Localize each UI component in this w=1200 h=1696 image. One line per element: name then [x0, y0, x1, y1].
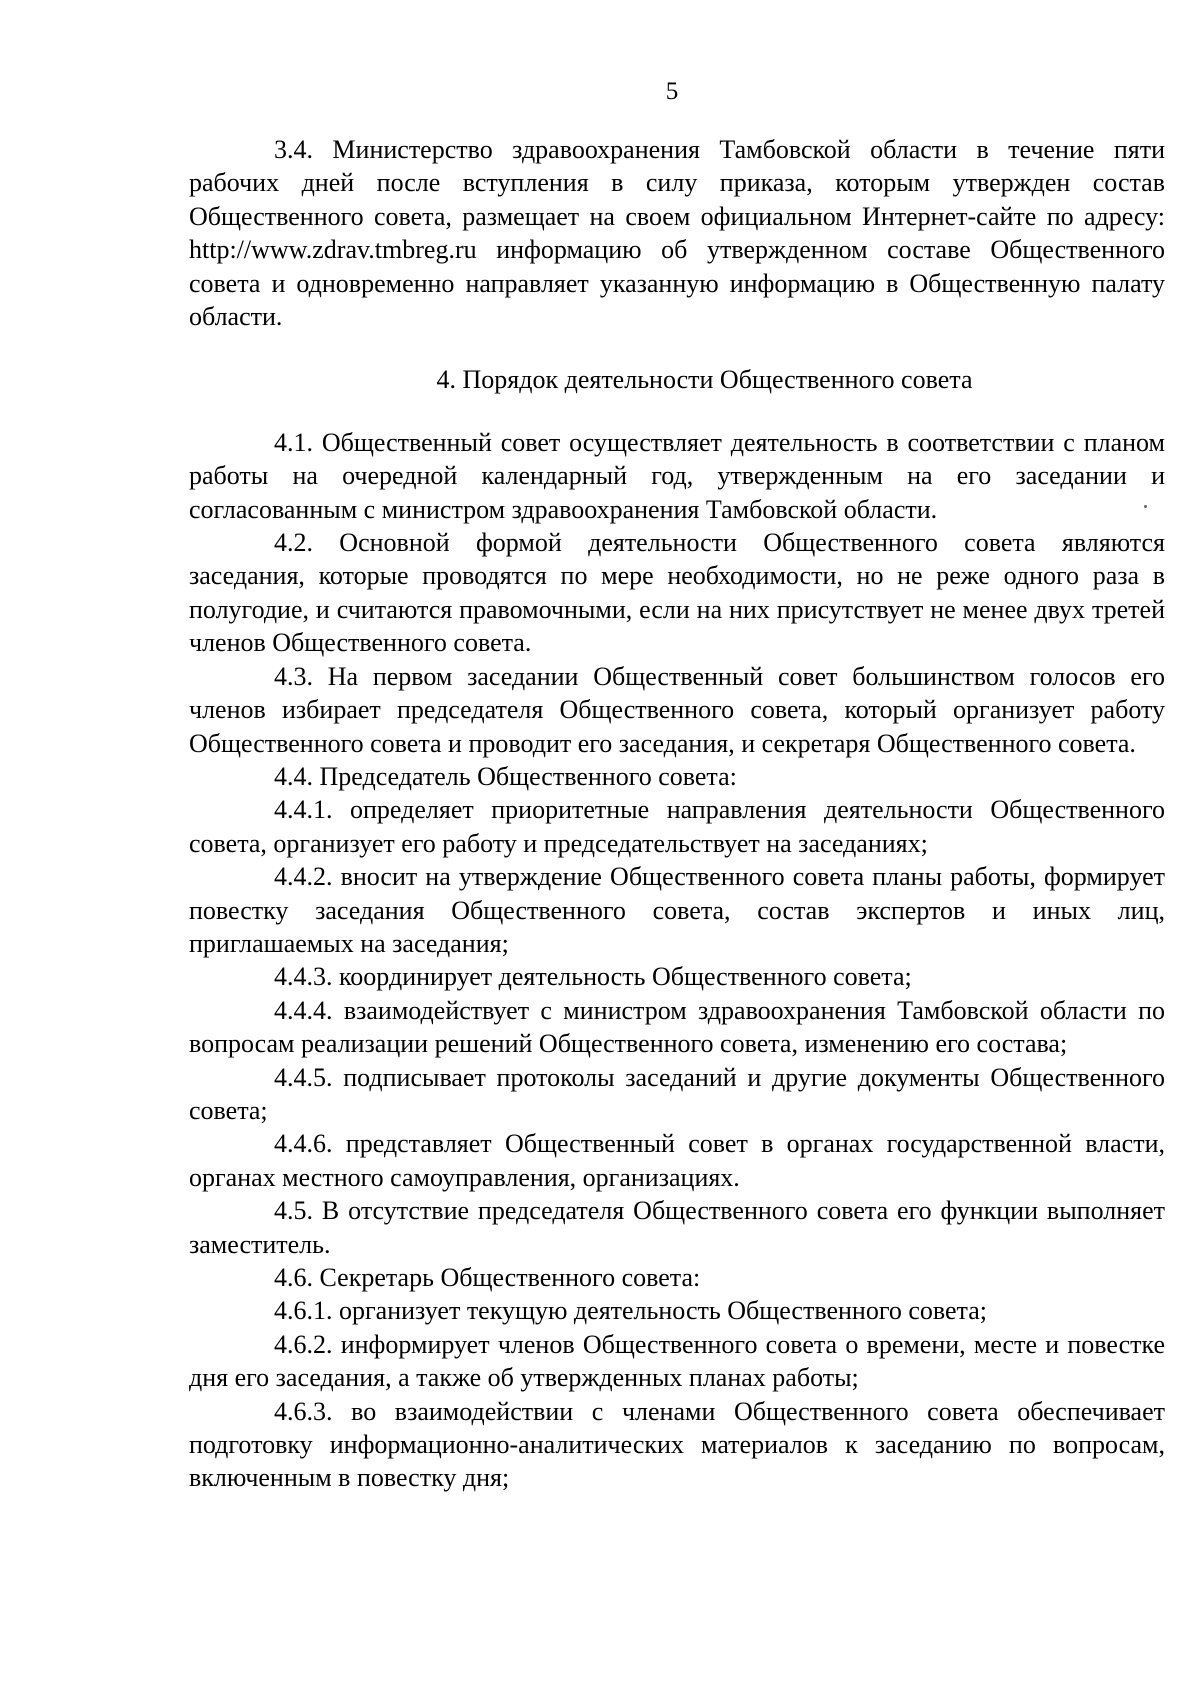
page-number: 5 [665, 78, 679, 105]
paragraph-3-4: 3.4. Министерство здравоохранения Тамбовской области в течение пяти рабочих дней после вступления в силу приказа, которым утвержден состав Общественного совета, размещает на своем официальном Интернет-сайте по адресу: http://www.zdrav.tmbreg.ru информацию об утвержденном составе Общественного совета и одновременно направляет указанную информацию в Общественную палату области. [189, 135, 1165, 332]
section-heading: 4. Порядок деятельности Общественного совета [436, 365, 973, 395]
paragraph-4-5: 4.5. В отсутствие председателя Общественного совета его функции выполняет заместитель. [189, 1196, 1165, 1259]
paragraph-4-4-2: 4.4.2. вносит на утверждение Общественного совета планы работы, формирует повестку заседания Общественного совета, состав экспертов и иных лиц, приглашаемых на заседания; [189, 862, 1165, 958]
paragraph-4-1: 4.1. Общественный совет осуществляет деятельность в соответствии с планом работы на очередной календарный год, утвержденным на его заседании и согласованным с министром здравоохранения Тамбовской области. [189, 427, 1165, 524]
paragraph-4-6-3: 4.6.3. во взаимодействии с членами Общественного совета обеспечивает подготовку информационно-аналитических материалов к заседанию по вопросам, включенным в повестку дня; [189, 1396, 1165, 1493]
paragraph-4-3: 4.3. На первом заседании Общественный совет большинством голосов его членов избирает председателя Общественного совета, который организует работу Общественного совета и проводит его заседания, и секретаря Общественного совета. [189, 661, 1165, 758]
paragraph-4-6: 4.6. Секретарь Общественного совета: [274, 1263, 701, 1292]
paragraph-4-4-6: 4.4.6. представляет Общественный совет в органах государственной власти, органах местного самоуправления, организациях. [189, 1129, 1165, 1192]
document-body [189, 133, 1165, 1495]
paragraph-4-4-3: 4.4.3. координирует деятельность Общественного совета; [274, 962, 912, 992]
paragraph-4-6-2: 4.6.2. информирует членов Общественного совета о времени, месте и повестке дня его заседания, а также об утвержденных планах работы; [189, 1329, 1165, 1393]
paragraph-4-4-4: 4.4.4. взаимодействует с министром здравоохранения Тамбовской области по вопросам реализации решений Общественного совета, изменению его состава; [189, 995, 1165, 1059]
paragraph-4-4-1: 4.4.1. определяет приоритетные направления деятельности Общественного совета, организует его работу и председательствует на заседаниях; [189, 795, 1165, 858]
paragraph-4-4-5: 4.4.5. подписывает протоколы заседаний и другие документы Общественного совета; [189, 1062, 1165, 1125]
scan-speck [1144, 505, 1147, 508]
paragraph-4-6-1: 4.6.1. организует текущую деятельность Общественного совета; [274, 1296, 987, 1326]
paragraph-4-2: 4.2. Основной формой деятельности Общественного совета являются заседания, которые проводятся по мере необходимости, но не реже одного раза в полугодие, и считаются правомочными, если на них присутствует не менее двух третей членов Общественного совета. [189, 528, 1165, 658]
paragraph-4-4: 4.4. Председатель Общественного совета: [274, 761, 737, 791]
